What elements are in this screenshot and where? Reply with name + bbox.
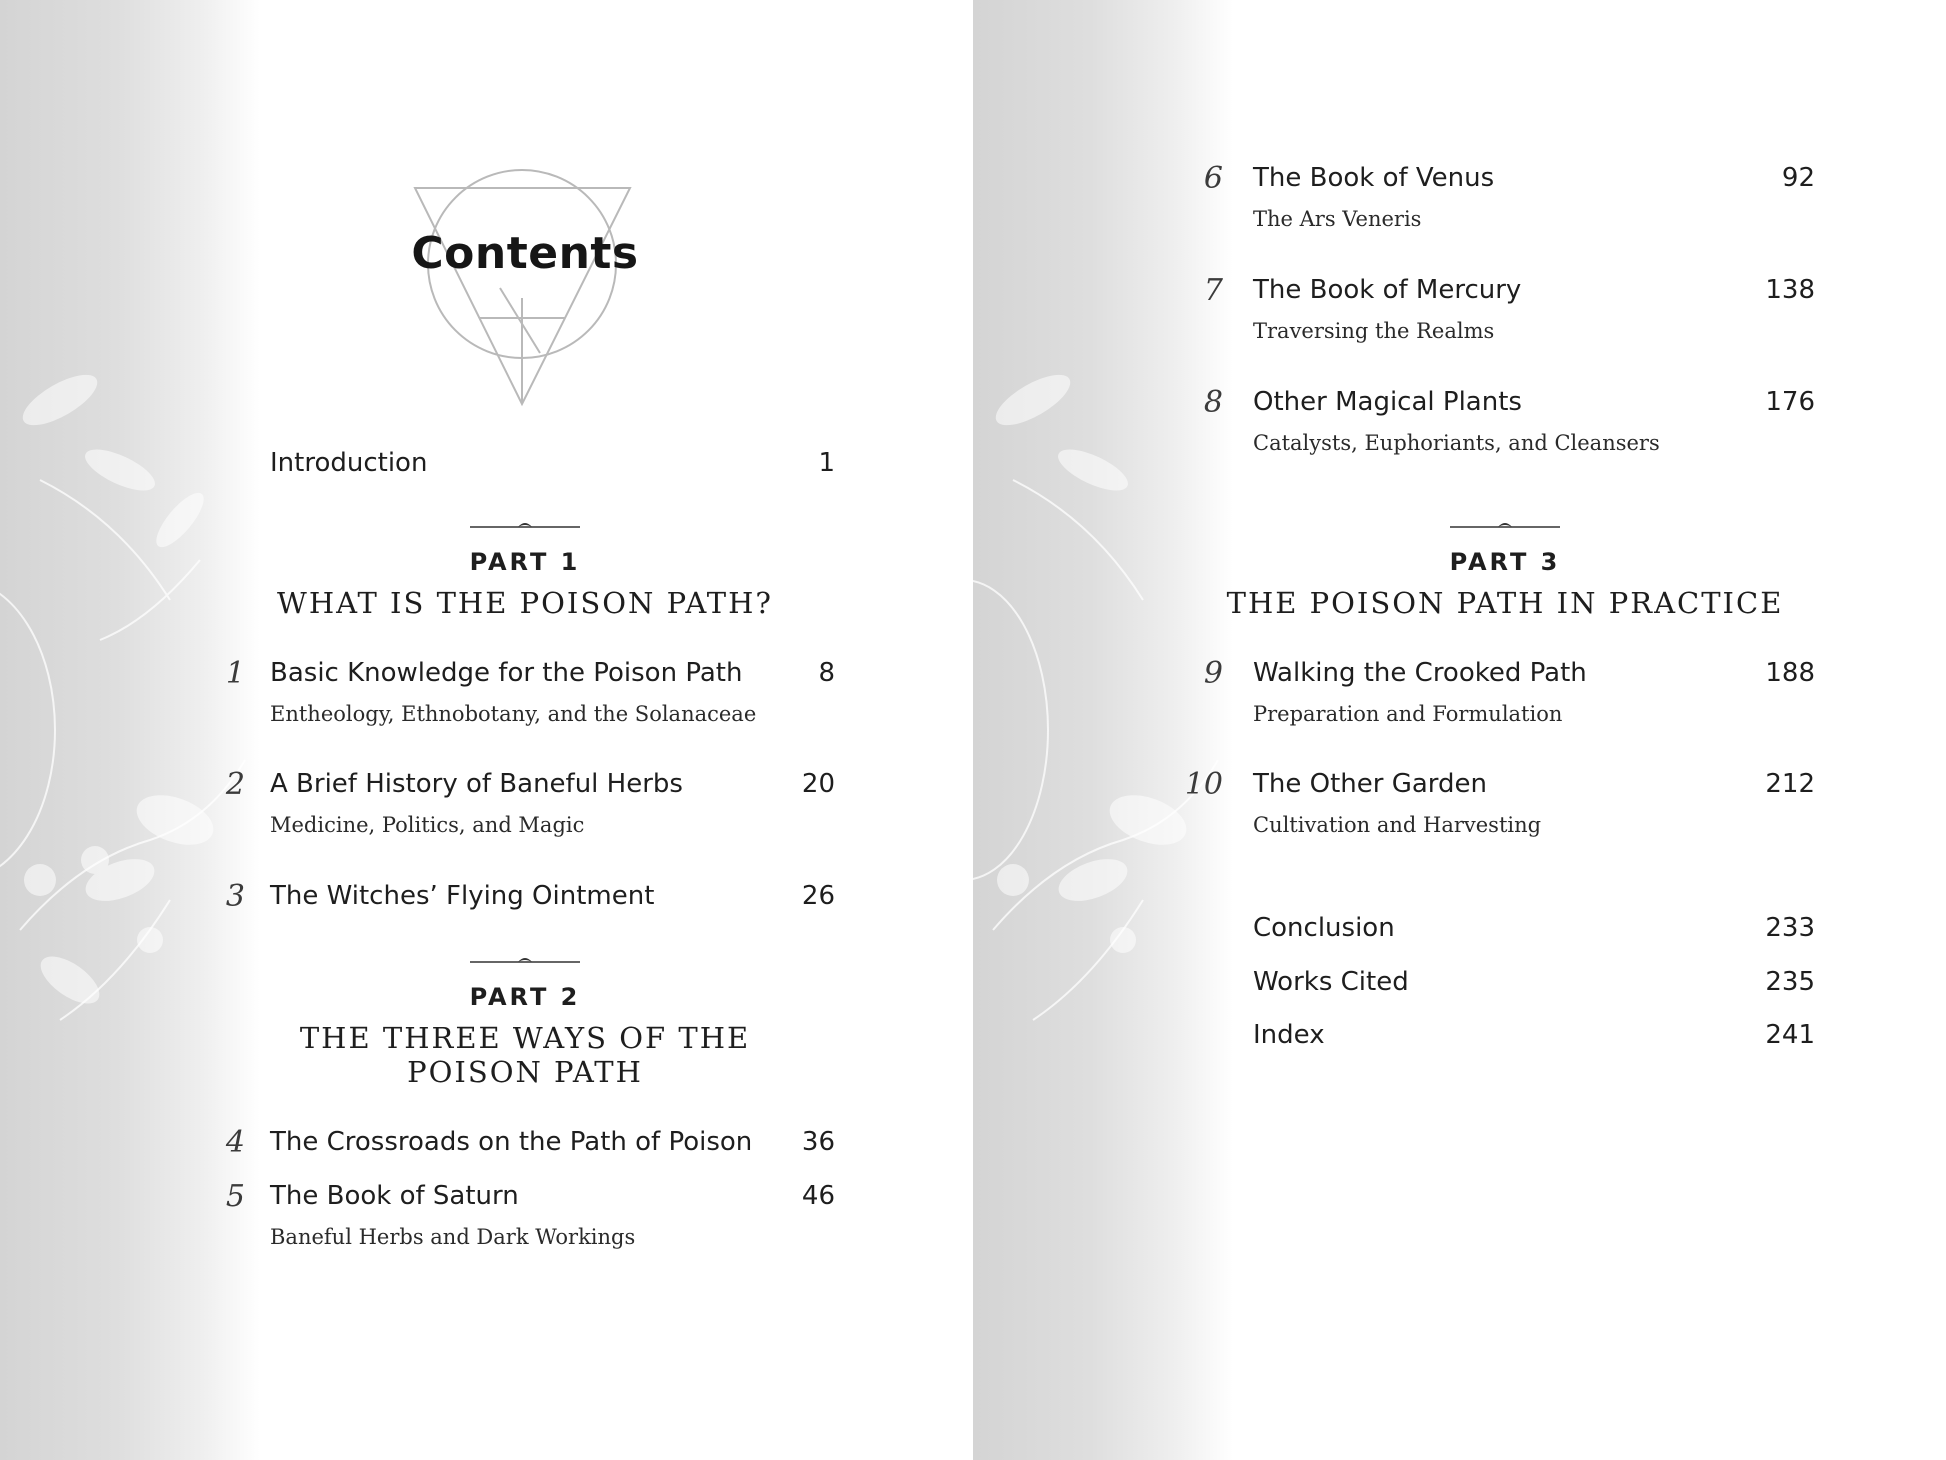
entry-title: Conclusion: [1253, 913, 1395, 943]
chapter-page: 92: [1781, 163, 1815, 193]
chapter-number: 5: [225, 1179, 245, 1214]
entry-page: 233: [1765, 913, 1815, 943]
toc-works-cited[interactable]: [1203, 967, 1815, 1011]
toc-chapter-9[interactable]: [1203, 656, 1815, 726]
chapter-page: 36: [801, 1127, 835, 1157]
part-1-header: [230, 520, 820, 620]
chapter-subtitle: Entheology, Ethnobotany, and the Solanaceae: [270, 702, 757, 726]
chapter-number: 4: [225, 1125, 245, 1160]
chapter-title: The Witches’ Flying Ointment: [270, 881, 655, 911]
section-ornament: [470, 520, 580, 532]
entry-title: Introduction: [270, 448, 428, 478]
toc-conclusion[interactable]: [1203, 913, 1815, 957]
part-title: THE POISON PATH IN PRACTICE: [1226, 586, 1784, 620]
part-title-line-2: POISON PATH: [407, 1055, 643, 1089]
toc-chapter-8[interactable]: [1203, 385, 1815, 455]
part-label: PART 1: [469, 548, 581, 576]
chapter-number: 2: [225, 767, 245, 802]
chapter-title: The Book of Saturn: [270, 1181, 519, 1211]
part-3-header: [1195, 520, 1815, 620]
chapter-subtitle: Baneful Herbs and Dark Workings: [270, 1225, 636, 1249]
entry-page: 1: [818, 448, 835, 478]
chapter-title: Other Magical Plants: [1253, 387, 1522, 417]
chapter-title: The Crossroads on the Path of Poison: [270, 1127, 753, 1157]
toc-chapter-2[interactable]: [220, 767, 835, 837]
chapter-subtitle: Traversing the Realms: [1253, 319, 1495, 343]
chapter-number: 8: [1203, 385, 1223, 420]
part-label: PART 2: [469, 983, 581, 1011]
chapter-subtitle: The Ars Veneris: [1253, 207, 1422, 231]
toc-chapter-3[interactable]: [220, 881, 835, 925]
chapter-title: The Book of Mercury: [1253, 275, 1522, 305]
chapter-page: 138: [1765, 275, 1815, 305]
chapter-title: Walking the Crooked Path: [1253, 658, 1587, 688]
part-title-line-1: THE THREE WAYS OF THE: [299, 1021, 751, 1055]
chapter-title: The Other Garden: [1253, 769, 1487, 799]
toc-chapter-7[interactable]: [1203, 273, 1815, 343]
entry-title: Works Cited: [1253, 967, 1409, 997]
section-ornament: [1450, 520, 1560, 532]
toc-chapter-4[interactable]: [220, 1127, 835, 1171]
chapter-subtitle: Cultivation and Harvesting: [1253, 813, 1542, 837]
entry-page: 235: [1765, 967, 1815, 997]
toc-chapter-1[interactable]: [220, 656, 835, 726]
chapter-title: The Book of Venus: [1253, 163, 1495, 193]
entry-title: Index: [1253, 1020, 1325, 1050]
chapter-subtitle: Medicine, Politics, and Magic: [270, 813, 585, 837]
triangle-circle-emblem: [410, 168, 635, 408]
part-2-header: [230, 955, 820, 1089]
toc-introduction[interactable]: [220, 448, 835, 492]
botanical-decoration: [973, 0, 1233, 1460]
toc-chapter-6[interactable]: [1203, 161, 1815, 231]
chapter-number: 6: [1203, 161, 1223, 196]
chapter-page: 176: [1765, 387, 1815, 417]
chapter-page: 188: [1765, 658, 1815, 688]
chapter-title: Basic Knowledge for the Poison Path: [270, 658, 743, 688]
toc-index[interactable]: [1203, 1020, 1815, 1064]
chapter-number: 3: [225, 879, 245, 914]
part-title: WHAT IS THE POISON PATH?: [277, 586, 773, 620]
toc-chapter-5[interactable]: [220, 1179, 835, 1249]
page-title: Contents: [411, 228, 639, 279]
botanical-decoration: [0, 0, 260, 1460]
chapter-number: 1: [225, 656, 245, 691]
chapter-subtitle: Catalysts, Euphoriants, and Cleansers: [1253, 431, 1660, 455]
right-page: [973, 0, 1946, 1460]
chapter-page: 46: [801, 1181, 835, 1211]
chapter-page: 26: [801, 881, 835, 911]
part-label: PART 3: [1449, 548, 1561, 576]
toc-chapter-10[interactable]: [1184, 767, 1815, 837]
chapter-page: 212: [1765, 769, 1815, 799]
entry-page: 241: [1765, 1020, 1815, 1050]
chapter-number: 10: [1184, 767, 1223, 802]
chapter-page: 8: [818, 658, 835, 688]
chapter-subtitle: Preparation and Formulation: [1253, 702, 1563, 726]
chapter-page: 20: [801, 769, 835, 799]
chapter-title: A Brief History of Baneful Herbs: [270, 769, 683, 799]
section-ornament: [470, 955, 580, 967]
chapter-number: 7: [1203, 273, 1223, 308]
chapter-number: 9: [1203, 656, 1223, 691]
